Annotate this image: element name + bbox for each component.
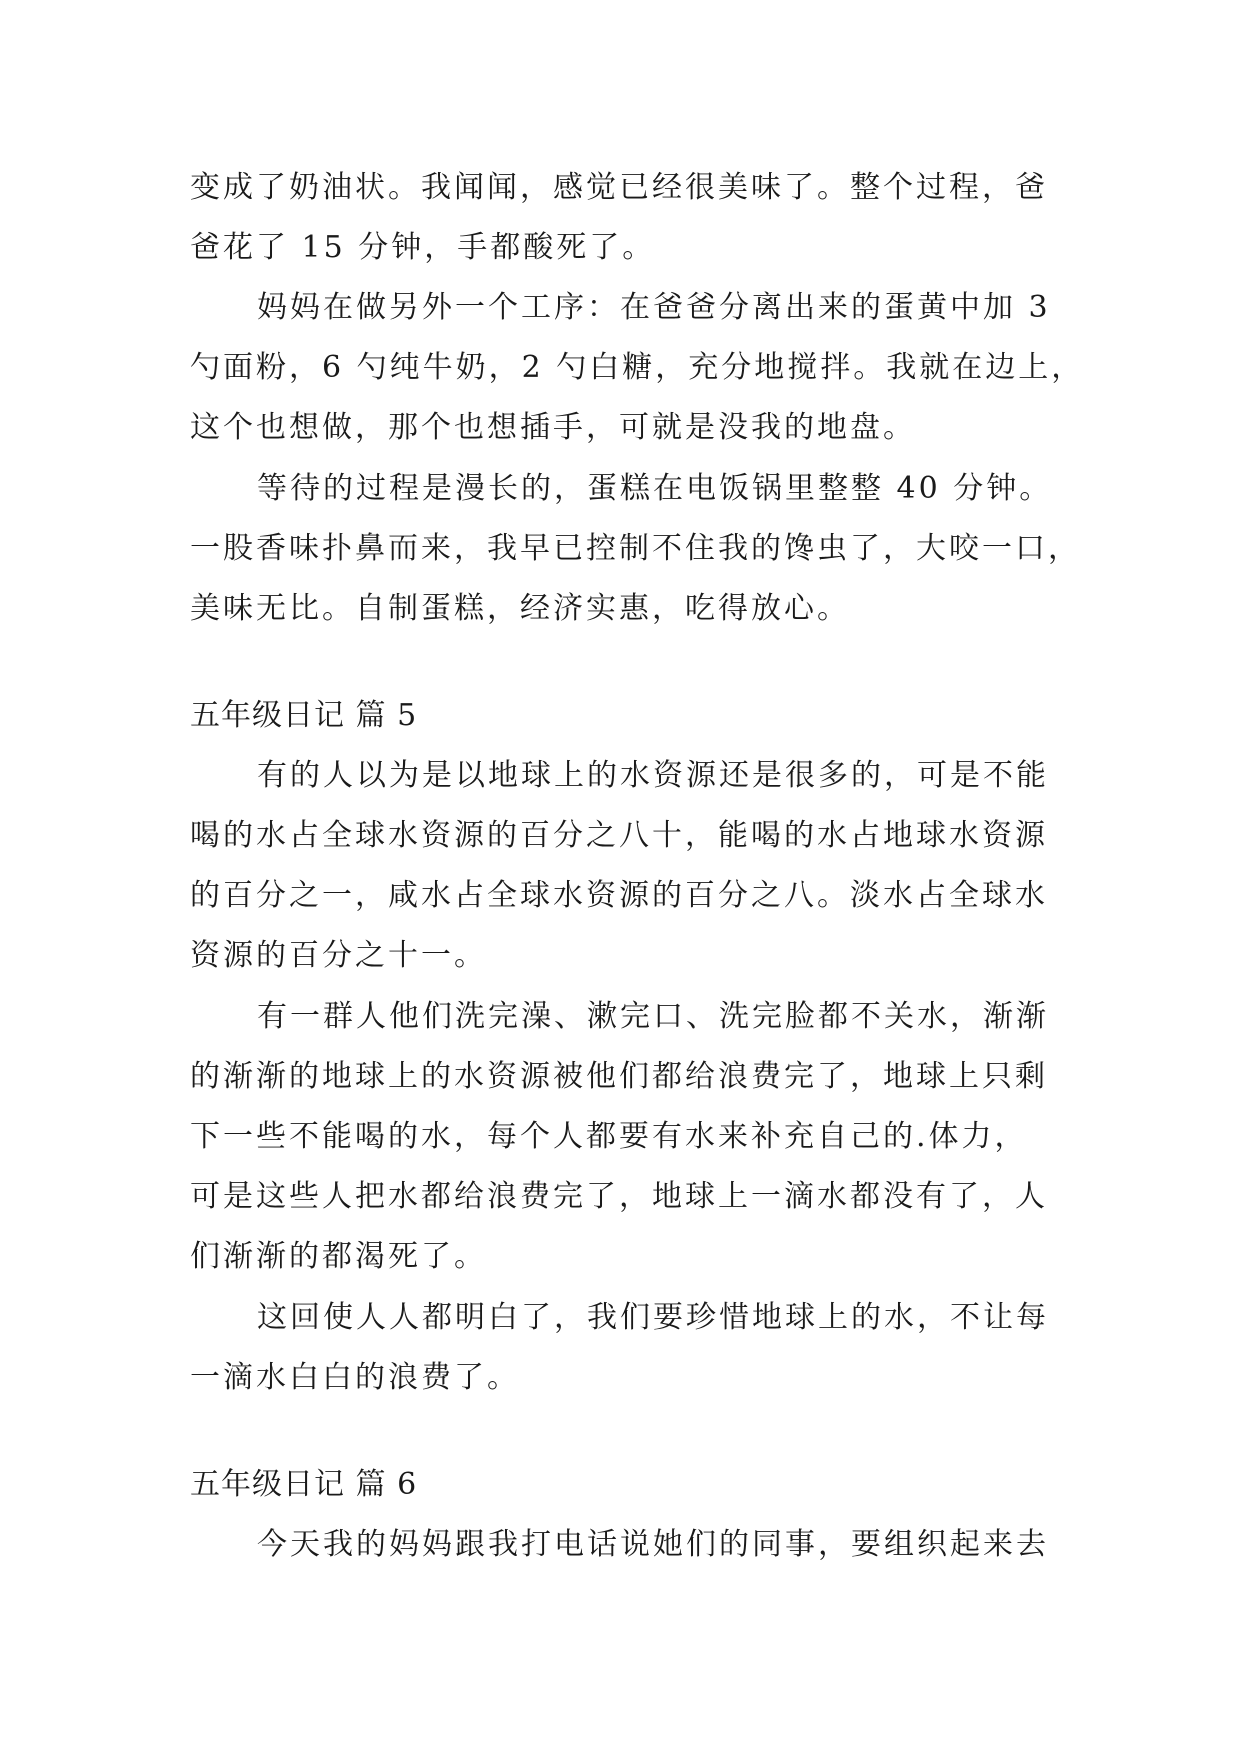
text-line: 的百分之一，咸水占全球水资源的百分之八。淡水占全球水 xyxy=(190,878,1048,913)
text-line: 可是这些人把水都给浪费完了，地球上一滴水都没有了，人 xyxy=(190,1179,1048,1214)
text-line: 爸花了 15 分钟，手都酸死了。 xyxy=(190,230,656,265)
text-line: 一股香味扑鼻而来，我早已控制不住我的馋虫了，大咬一口， xyxy=(190,531,1081,566)
text-line: 变成了奶油状。我闻闻，感觉已经很美味了。整个过程，爸 xyxy=(190,170,1048,205)
text-line: 资源的百分之十一。 xyxy=(190,938,487,973)
paragraph-first-line: 有的人以为是以地球上的水资源还是很多的，可是不能 xyxy=(257,758,1049,793)
text-line: 喝的水占全球水资源的百分之八十，能喝的水占地球水资源 xyxy=(190,818,1048,853)
paragraph-first-line: 今天我的妈妈跟我打电话说她们的同事，要组织起来去 xyxy=(257,1527,1049,1562)
text-line: 一滴水白白的浪费了。 xyxy=(190,1360,520,1395)
section-heading: 五年级日记 篇 6 xyxy=(190,1467,418,1502)
text-line: 的渐渐的地球上的水资源被他们都给浪费完了，地球上只剩 xyxy=(190,1059,1048,1094)
paragraph-first-line: 这回使人人都明白了，我们要珍惜地球上的水，不让每 xyxy=(257,1300,1049,1335)
text-line: 们渐渐的都渴死了。 xyxy=(190,1239,487,1274)
paragraph-first-line: 有一群人他们洗完澡、漱完口、洗完脸都不关水，渐渐 xyxy=(257,999,1049,1034)
paragraph-first-line: 等待的过程是漫长的，蛋糕在电饭锅里整整 40 分钟。 xyxy=(257,471,1053,506)
paragraph-first-line: 妈妈在做另外一个工序：在爸爸分离出来的蛋黄中加 3 xyxy=(257,290,1051,325)
text-line: 这个也想做，那个也想插手，可就是没我的地盘。 xyxy=(190,410,916,445)
text-line: 勺面粉，6 勺纯牛奶，2 勺白糖，充分地搅拌。我就在边上， xyxy=(190,350,1085,385)
section-heading: 五年级日记 篇 5 xyxy=(190,698,418,733)
text-line: 下一些不能喝的水，每个人都要有水来补充自己的.体力， xyxy=(190,1119,1028,1154)
text-line: 美味无比。自制蛋糕，经济实惠，吃得放心。 xyxy=(190,591,850,626)
